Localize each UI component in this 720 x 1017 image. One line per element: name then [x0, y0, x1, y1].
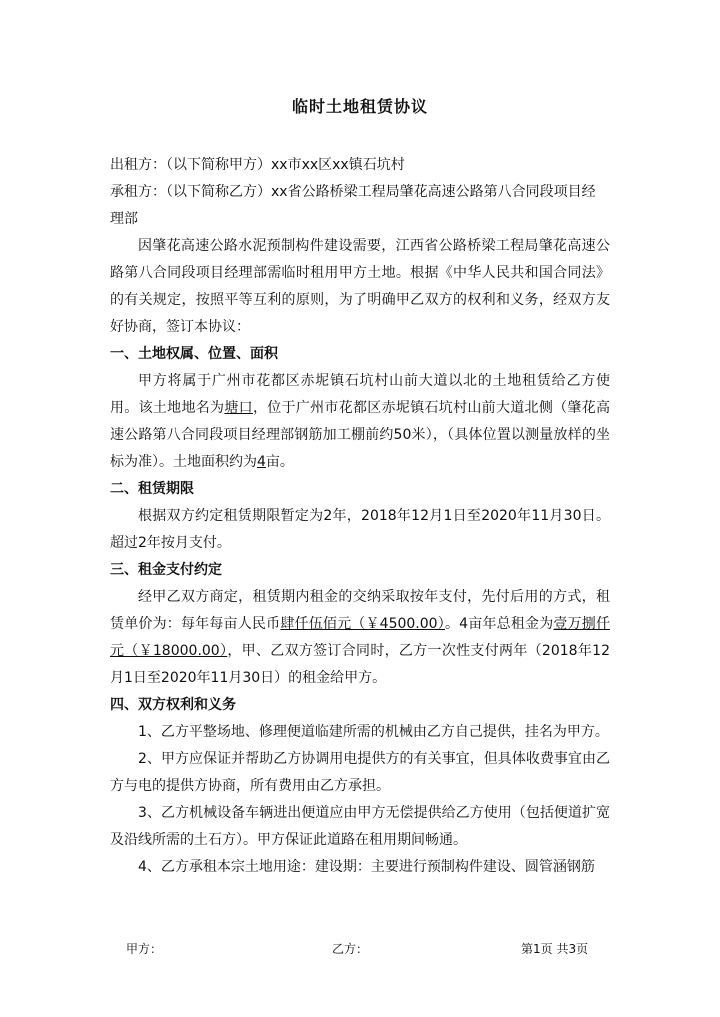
section-3-paragraph [110, 584, 610, 692]
text-run: 。4亩年总租金为 [444, 616, 554, 632]
section-heading-1: 一、土地权属、位置、面积 [110, 346, 278, 362]
obligation-item-1: 1、乙方平整场地、修理便道临建所需的机械由乙方自己提供，挂名为甲方。 [138, 724, 609, 740]
section-1-paragraph [110, 368, 610, 476]
unit-price: 肆仟伍佰元（￥4500.00） [280, 616, 445, 632]
land-area: 4 [257, 454, 266, 470]
text-run: ，位于广州市花都区赤坭镇石坑村山前大道北侧（肇花高速公路第八合同段项目经理部钢筋加工棚前约50米），（具体位置以测量放样的坐标为准）。土地面积约为 [110, 400, 611, 470]
section-heading-3: 三、租金支付约定 [110, 562, 222, 578]
land-name: 塘口 [224, 400, 253, 416]
section-2-paragraph: 根据双方约定租赁期限暂定为2年，2018年12月1日至2020年11月30日。超过2年按月支付。 [110, 508, 610, 551]
document-title: 临时土地租赁协议 [291, 97, 428, 116]
footer-page-number: 第1页 共3页 [521, 942, 589, 956]
obligation-item-3: 3、乙方机械设备车辆进出便道应由甲方无偿提供给乙方使用（包括便道扩宽及沿线所需的土石方）。甲方保证此道路在租用期间畅通。 [110, 805, 610, 848]
text-run: ，甲、乙双方签订合同时，乙方一次性支付两年（2018年12月1日至2020年11月30日）的租金给甲方。 [110, 643, 610, 686]
lessee-line: 承租方：（以下简称乙方）xx省公路桥梁工程局肇花高速公路第八合同段项目经 [110, 184, 596, 200]
text-run: 经甲乙双方商定，租赁期内租金的交纳采取按年支付，先付后用的方式，租赁单价为：每年每亩人民币 [110, 589, 610, 632]
section-heading-4: 四、双方权利和义务 [110, 697, 236, 713]
lessee-line-cont: 理部 [110, 211, 138, 227]
intro-paragraph: 因肇花高速公路水泥预制构件建设需要，江西省公路桥梁工程局肇花高速公路第八合同段项目经理部需临时租用甲方土地。根据《中华人民共和国合同法》的有关规定，按照平等互利的原则，为了明确甲乙双方的权利和义务，经双方友好协商，签订本协议： [110, 238, 610, 335]
lessor-line: 出租方：（以下简称甲方）xx市xx区xx镇石坑村 [110, 157, 405, 173]
obligation-item-4: 4、乙方承租本宗土地用途：建设期：主要进行预制构件建设、圆管涵钢筋 [138, 859, 595, 875]
document-body [110, 152, 610, 881]
obligation-item-2: 2、甲方应保证并帮助乙方协调用电提供方的有关事宜，但具体收费事宜由乙方与电的提供方协商，所有费用由乙方承担。 [110, 751, 610, 794]
text-run: 甲方将属于广州市花都区赤坭镇石坑村山前大道以北的土地租赁给乙方使用。该土地地名为 [110, 373, 610, 416]
total-rent: 壹万捌仟元（￥18000.00） [110, 616, 611, 659]
section-heading-2: 二、租赁期限 [110, 481, 194, 497]
footer-party-a: 甲方： [126, 942, 163, 956]
footer-party-b: 乙方： [332, 942, 369, 956]
text-run: 亩。 [265, 454, 294, 470]
